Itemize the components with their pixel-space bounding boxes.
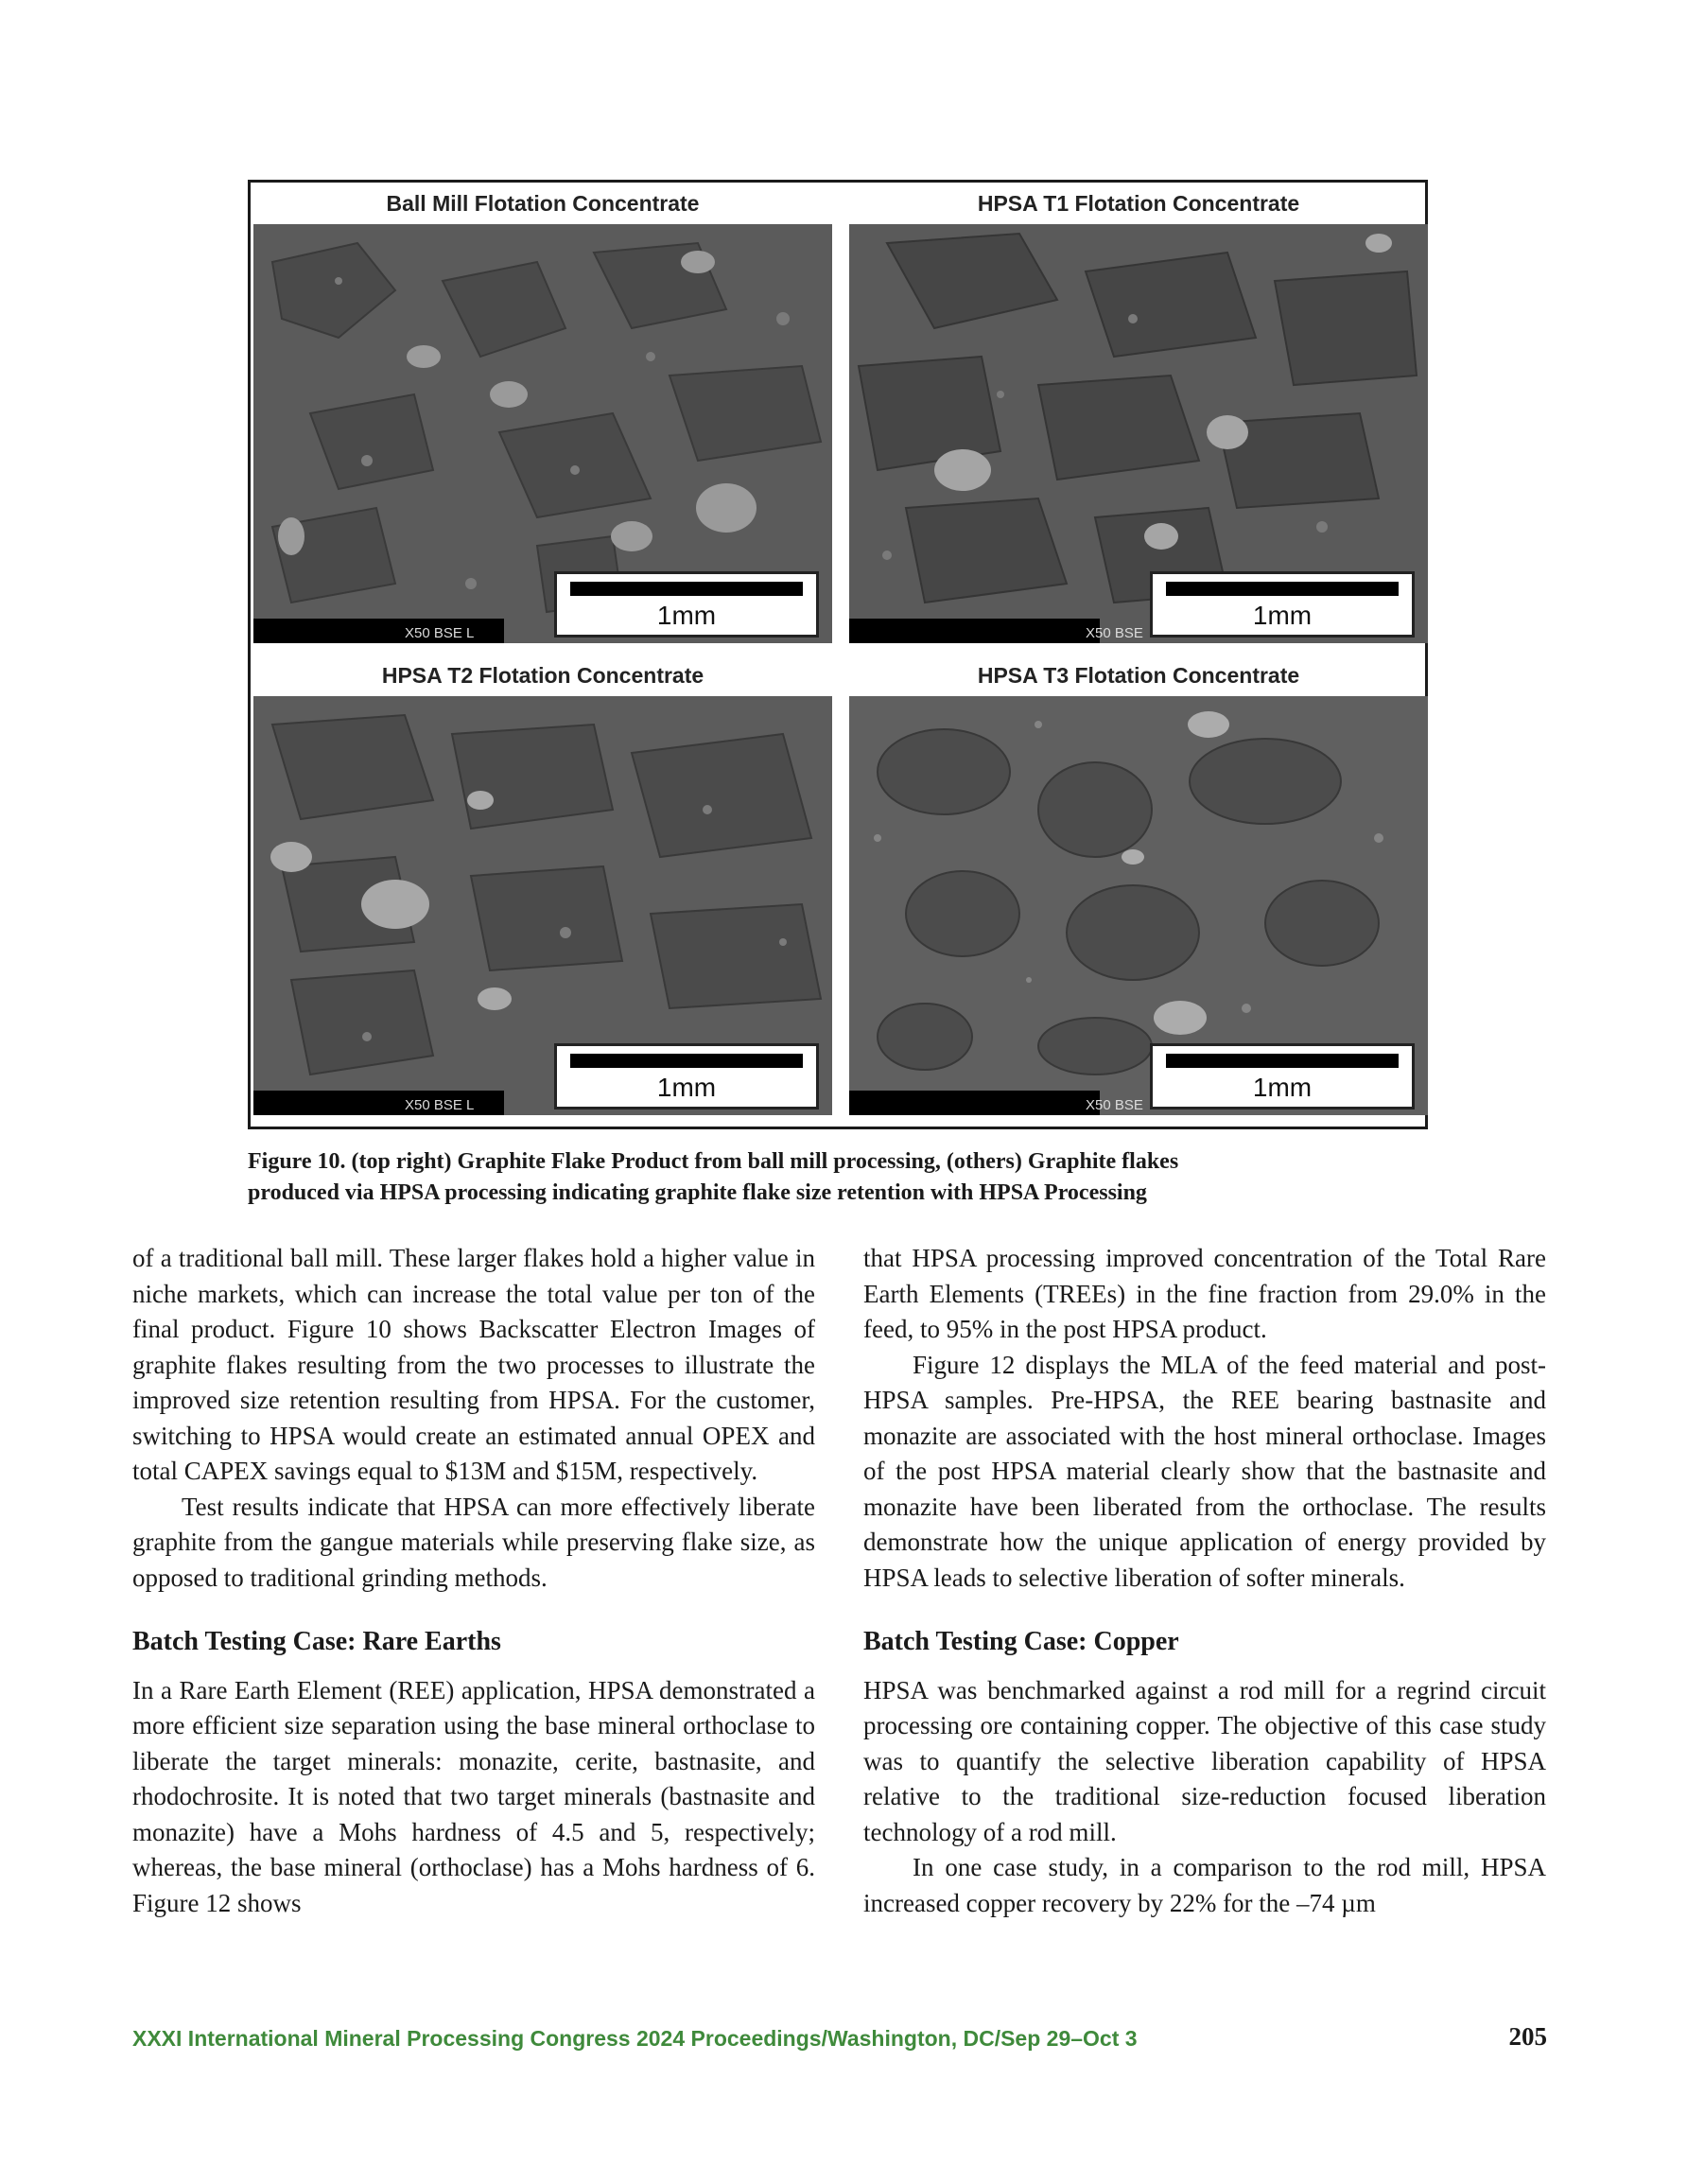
panel-title: HPSA T1 Flotation Concentrate [977, 190, 1300, 216]
paragraph: Figure 12 displays the MLA of the feed material and post-HPSA samples. Pre-HPSA, the REE bearing bastnasite and monazite are associated with the host mineral orthoclase. Images of the post HPSA material clearly show that the bastnasite and monazite have been liberated from the orthoclase. The results demonstrate how the unique application of energy provided by HPSA leads to selective liberation of softer minerals. [863, 1350, 1546, 1592]
meta-label: X50 BSE [1086, 1097, 1143, 1113]
scale-bar [570, 1054, 803, 1068]
panel-title: HPSA T3 Flotation Concentrate [977, 662, 1300, 688]
section-heading: Batch Testing Case: Copper [863, 1627, 1179, 1656]
caption-line-1: Figure 10. (top right) Graphite Flake Product from ball mill processing, (others) Graphite flakes [248, 1149, 1179, 1174]
figure-caption [248, 1146, 1439, 1209]
figure-10 [248, 180, 1428, 1129]
scale-bar-box [554, 1043, 819, 1109]
footer-proceedings: XXXI International Mineral Processing Congress 2024 Proceedings/Washington, DC/Sep 29–Oct 3 [132, 2026, 1138, 2051]
panel-hpsa-t3 [849, 655, 1428, 1115]
scale-label: 1mm [656, 1073, 717, 1102]
paragraph: Test results indicate that HPSA can more effectively liberate graphite from the gangue materials while preserving flake size, as opposed to traditional grinding methods. [132, 1492, 815, 1592]
panel-title: Ball Mill Flotation Concentrate [386, 190, 700, 216]
section-heading: Batch Testing Case: Rare Earths [132, 1627, 501, 1656]
meta-strip [849, 1091, 1100, 1115]
scale-label: 1mm [1252, 601, 1313, 630]
left-column [132, 1241, 815, 1921]
meta-label: X50 BSE L [405, 1097, 475, 1113]
scale-bar [1166, 582, 1399, 596]
panel-hpsa-t1 [849, 183, 1428, 643]
panel-title: HPSA T2 Flotation Concentrate [381, 662, 704, 688]
meta-strip [849, 619, 1100, 643]
page-number: 205 [1508, 2022, 1547, 2051]
scale-bar [1166, 1054, 1399, 1068]
scale-bar [570, 582, 803, 596]
paragraph: HPSA was benchmarked against a rod mill for a regrind circuit processing ore containing copper. The objective of this case study was to quantify the selective liberation capability of HPSA relative to the traditional size-reduction focused liberation technology of a rod mill. [863, 1675, 1546, 1846]
meta-label: X50 BSE L [405, 625, 475, 641]
scale-label: 1mm [1252, 1073, 1313, 1102]
meta-label: X50 BSE [1086, 625, 1143, 641]
panel-ball-mill [253, 183, 832, 643]
paragraph: of a traditional ball mill. These larger flakes hold a higher value in niche markets, which can increase the total value per ton of the final product. Figure 10 shows Backscatter Electron Images of graphite flakes resulting from the two processes to illustrate the improved size retention resulting from HPSA. For the customer, switching to HPSA would create an estimated annual OPEX and total CAPEX savings equal to $13M and $15M, respectively. [132, 1244, 815, 1485]
caption-line-2: produced via HPSA processing indicating graphite flake size retention with HPSA Processing [248, 1180, 1147, 1205]
scale-bar-box [1150, 1043, 1415, 1109]
paragraph: In a Rare Earth Element (REE) application, HPSA demonstrated a more efficient size separation using the base mineral orthoclase to liberate the target minerals: monazite, cerite, bastnasite, and rhodochrosite. It is noted that two target minerals (bastnasite and monazite) have a Mohs hardness of 4.5 and 5, respectively; whereas, the base mineral (orthoclase) has a Mohs hardness of 6. Figure 12 shows [132, 1675, 815, 1917]
paragraph: In one case study, in a comparison to the rod mill, HPSA increased copper recovery by 22% for the –74 µm [863, 1853, 1546, 1917]
scale-bar-box [554, 571, 819, 638]
paragraph: that HPSA processing improved concentration of the Total Rare Earth Elements (TREEs) in the fine fraction from 29.0% in the feed, to 95% in the post HPSA product. [863, 1244, 1546, 1343]
scale-label: 1mm [656, 601, 717, 630]
scale-bar-box [1150, 571, 1415, 638]
right-column [863, 1241, 1546, 1921]
panel-hpsa-t2 [253, 655, 832, 1115]
